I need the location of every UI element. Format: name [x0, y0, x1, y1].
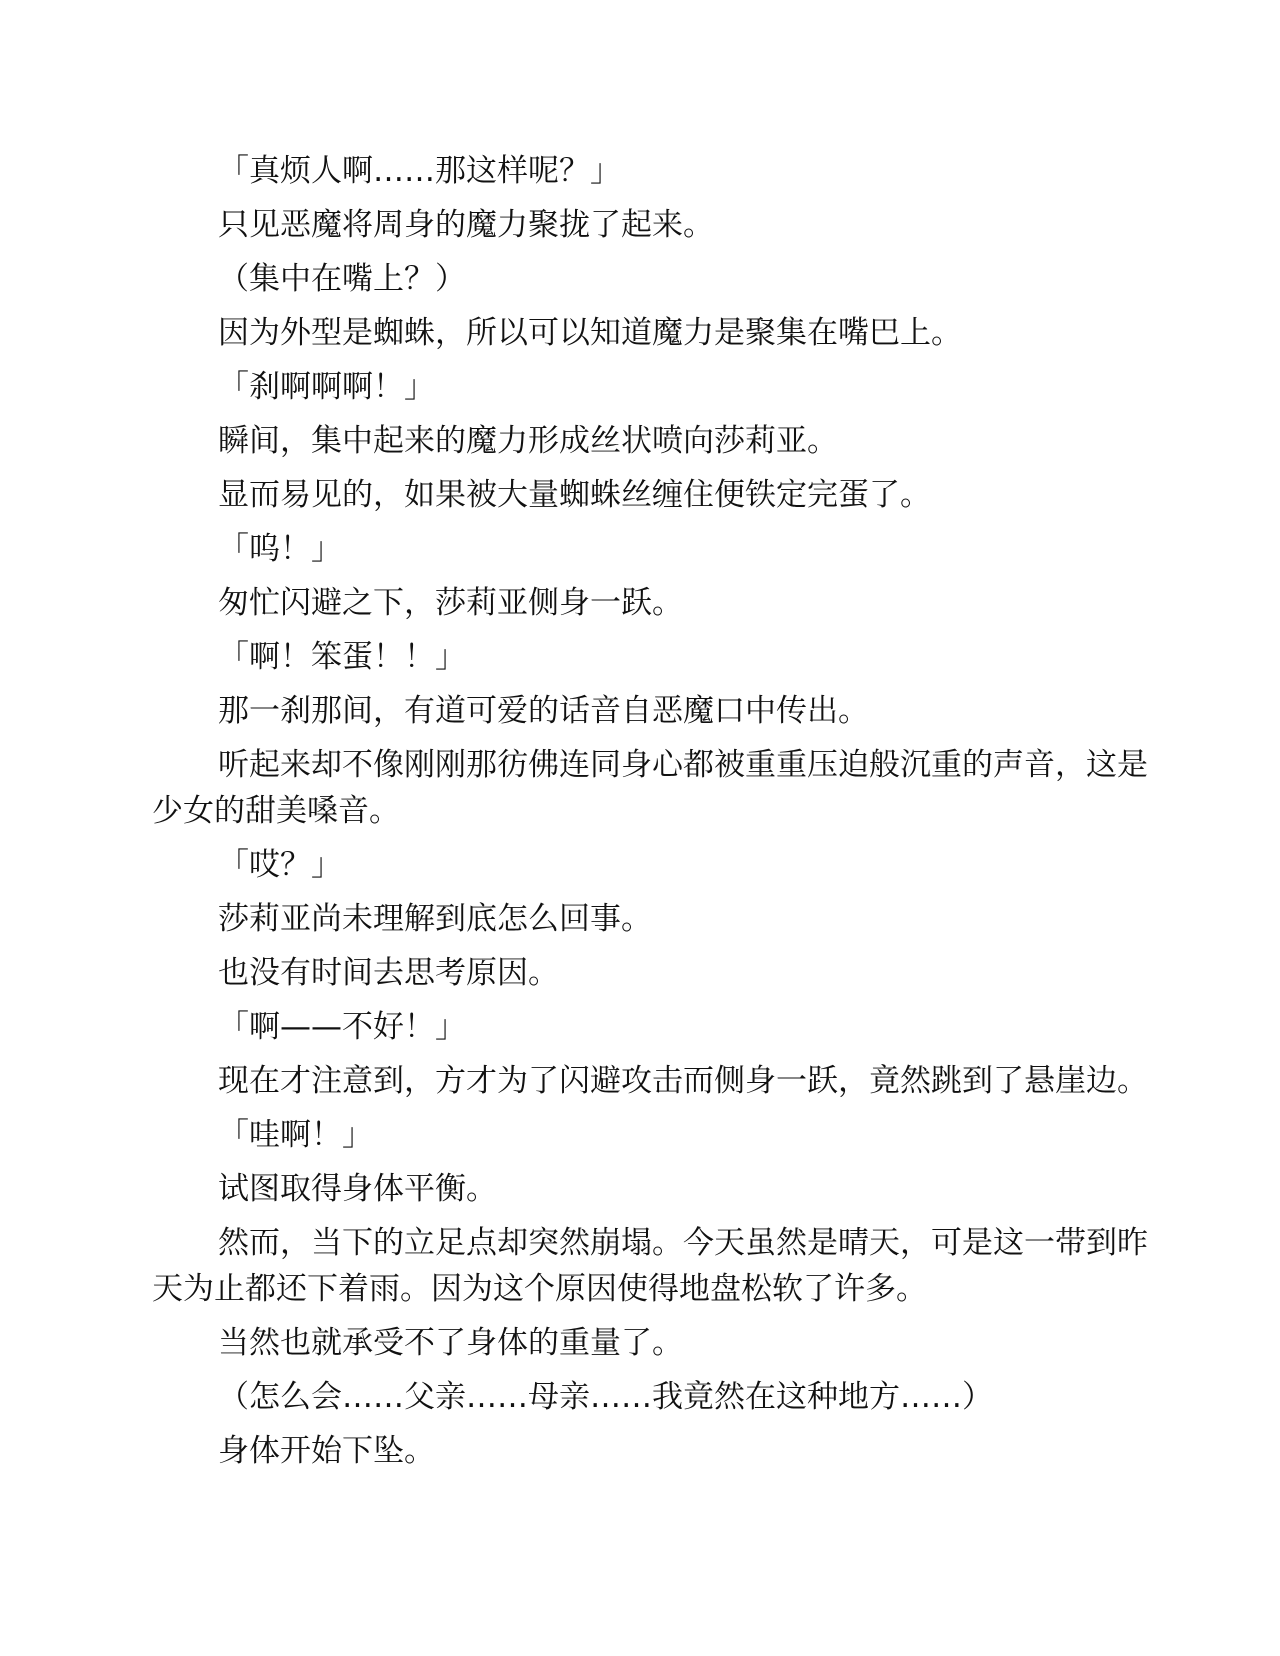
paragraph: 「啊！笨蛋！！」: [218, 639, 466, 675]
paragraph: 显而易见的，如果被大量蜘蛛丝缠住便铁定完蛋了。: [218, 477, 931, 513]
paragraph: 当然也就承受不了身体的重量了。: [218, 1325, 683, 1361]
paragraph: 然而，当下的立足点却突然崩塌。今天虽然是晴天，可是这一带到昨天为止都还下着雨。因为这个原因使得地盘松软了许多。: [152, 1225, 1148, 1307]
paragraph: （怎么会……父亲……母亲……我竟然在这种地方……）: [218, 1379, 993, 1415]
paragraph: 听起来却不像刚刚那彷佛连同身心都被重重压迫般沉重的声音，这是少女的甜美嗓音。: [152, 747, 1148, 829]
paragraph: （集中在嘴上？）: [218, 261, 466, 297]
paragraph: 「哇啊！」: [218, 1117, 373, 1153]
body-text: [152, 148, 1148, 1482]
paragraph: 瞬间，集中起来的魔力形成丝状喷向莎莉亚。: [218, 423, 838, 459]
paragraph: 只见恶魔将周身的魔力聚拢了起来。: [218, 207, 714, 243]
paragraph: 「啊——不好！」: [218, 1009, 466, 1045]
paragraph: 也没有时间去思考原因。: [218, 955, 559, 991]
paragraph: 「呜！」: [218, 531, 342, 567]
paragraph: 「真烦人啊……那这样呢？」: [218, 153, 621, 189]
paragraph: 现在才注意到，方才为了闪避攻击而侧身一跃，竟然跳到了悬崖边。: [218, 1063, 1148, 1099]
paragraph: 「哎？」: [218, 847, 342, 883]
paragraph: 「刹啊啊啊！」: [218, 369, 435, 405]
paragraph: 因为外型是蜘蛛，所以可以知道魔力是聚集在嘴巴上。: [218, 315, 962, 351]
paragraph: 匆忙闪避之下，莎莉亚侧身一跃。: [218, 585, 683, 621]
paragraph: 莎莉亚尚未理解到底怎么回事。: [218, 901, 652, 937]
paragraph: 那一刹那间，有道可爱的话音自恶魔口中传出。: [218, 693, 869, 729]
paragraph: 身体开始下坠。: [218, 1433, 435, 1469]
paragraph: 试图取得身体平衡。: [218, 1171, 497, 1207]
